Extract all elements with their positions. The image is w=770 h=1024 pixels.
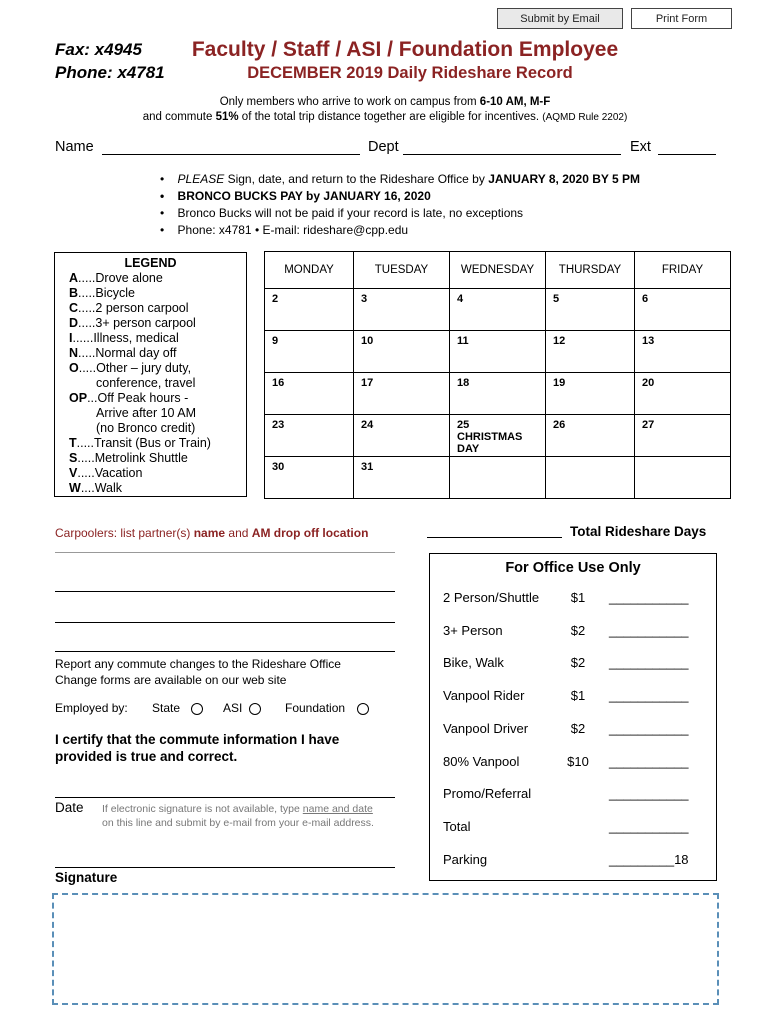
day-header: MONDAY [265, 252, 354, 289]
form-title: Faculty / Staff / ASI / Foundation Employee [191, 38, 619, 61]
calendar-day-cell[interactable]: 4 [450, 289, 546, 331]
name-label: Name [55, 139, 94, 155]
state-radio[interactable] [191, 700, 203, 718]
legend-item: I......Illness, medical [69, 331, 179, 345]
calendar-day-cell[interactable]: 12 [546, 331, 635, 373]
instructions-list [160, 171, 640, 239]
date-label: Date [55, 800, 84, 815]
legend-item: OP...Off Peak hours - [69, 391, 189, 405]
asi-radio[interactable] [249, 700, 261, 718]
certify-statement: I certify that the commute information I have provided is true and correct. [55, 732, 340, 764]
calendar-day-cell[interactable]: 25 CHRISTMAS DAY [450, 415, 546, 457]
calendar-day-cell[interactable]: 19 [546, 373, 635, 415]
calendar-day-cell[interactable]: 30 [265, 457, 354, 499]
day-header: THURSDAY [546, 252, 635, 289]
day-header: WEDNESDAY [450, 252, 546, 289]
calendar-day-cell[interactable]: 2 [265, 289, 354, 331]
submit-by-email-button[interactable]: Submit by Email [497, 8, 623, 29]
carpool-line[interactable] [55, 591, 395, 592]
calendar-day-cell[interactable]: 24 [354, 415, 450, 457]
legend-item: C.....2 person carpool [69, 301, 189, 315]
legend-item: N.....Normal day off [69, 346, 177, 360]
calendar-day-cell[interactable] [450, 457, 546, 499]
signature-label: Signature [55, 870, 118, 885]
fax-number: Fax: x4945 [55, 40, 142, 59]
legend-item: A.....Drove alone [69, 271, 163, 285]
calendar-day-cell[interactable]: 3 [354, 289, 450, 331]
calendar-day-cell[interactable]: 13 [635, 331, 731, 373]
legend-item: conference, travel [96, 376, 196, 390]
legend-item: V.....Vacation [69, 466, 143, 480]
dept-label: Dept [368, 139, 399, 155]
calendar-day-cell[interactable]: 31 [354, 457, 450, 499]
legend-item: Arrive after 10 AM [96, 406, 197, 420]
calendar-day-cell[interactable]: 6 [635, 289, 731, 331]
legend-item: D.....3+ person carpool [69, 316, 196, 330]
calendar-day-cell[interactable] [546, 457, 635, 499]
carpool-line[interactable] [55, 622, 395, 623]
signature-line[interactable] [55, 867, 395, 868]
ext-label: Ext [630, 139, 651, 155]
legend-box [54, 252, 247, 497]
report-changes-text: Report any commute changes to the Rideshare Office Change forms are available on our web site [55, 657, 341, 687]
total-days-field[interactable] [427, 523, 562, 538]
calendar-day-cell[interactable] [635, 457, 731, 499]
total-days-label: Total Rideshare Days [570, 524, 707, 539]
legend-item: (no Bronco credit) [96, 421, 196, 435]
calendar-day-cell[interactable]: 26 [546, 415, 635, 457]
eligibility-line-2: and commute 51% of the total trip distance together are eligible for incentives. (AQMD Rule 2202) [142, 111, 628, 123]
calendar-day-cell[interactable]: 20 [635, 373, 731, 415]
print-form-button[interactable]: Print Form [631, 8, 732, 29]
carpool-line[interactable] [55, 552, 395, 553]
calendar-day-cell[interactable]: 17 [354, 373, 450, 415]
eligibility-line-1: Only members who arrive to work on campus from 6-10 AM, M-F [219, 96, 551, 108]
foundation-radio[interactable] [357, 700, 369, 718]
calendar-day-cell[interactable]: 27 [635, 415, 731, 457]
dept-field[interactable] [403, 140, 621, 155]
office-use-title: For Office Use Only [505, 560, 641, 576]
calendar-day-cell[interactable]: 18 [450, 373, 546, 415]
carpoolers-label: Carpoolers: list partner(s) name and AM drop off location [55, 526, 369, 540]
asi-label: ASI [223, 701, 243, 715]
holiday-label: CHRISTMAS [457, 431, 523, 443]
instruction-item: • PLEASE Sign, date, and return to the Rideshare Office by JANUARY 8, 2020 BY 5 PM [160, 172, 641, 186]
legend-item: W....Walk [69, 481, 123, 495]
legend-item: O.....Other – jury duty, [69, 361, 192, 375]
legend-item: B.....Bicycle [69, 286, 135, 300]
legend-item: S.....Metrolink Shuttle [69, 451, 188, 465]
signature-box[interactable] [52, 893, 719, 1005]
instruction-item: • Bronco Bucks will not be paid if your record is late, no exceptions [160, 206, 524, 220]
state-label: State [152, 701, 181, 715]
date-line[interactable] [55, 797, 395, 798]
legend-title: LEGEND [124, 256, 177, 270]
calendar-day-cell[interactable]: 23 [265, 415, 354, 457]
day-header: FRIDAY [635, 252, 731, 289]
esignature-note: If electronic signature is not available, type name and date on this line and submit by e-mail from your e-mail address. [102, 803, 374, 829]
calendar-day-cell[interactable]: 11 [450, 331, 546, 373]
day-header: TUESDAY [354, 252, 450, 289]
legend-item: T.....Transit (Bus or Train) [69, 436, 211, 450]
instruction-item: • BRONCO BUCKS PAY by JANUARY 16, 2020 [160, 189, 431, 203]
calendar-day-cell[interactable]: 16 [265, 373, 354, 415]
office-use-box: For Office Use Only 2 Person/Shuttle $1 ___________ 3+ Person $2 ___________ Bike, Walk $2 ___________ Vanpool Rider $1 ___________ Vanpool Driver $2 ___________ 80% Vanpool $10 ___________ Promo/Referral ___________ Total ___________ Parking _________18 [429, 553, 717, 881]
employed-by-label: Employed by: [55, 701, 128, 715]
ext-field[interactable] [658, 140, 716, 155]
form-subtitle: DECEMBER 2019 Daily Rideshare Record [247, 64, 573, 82]
calendar-day-cell[interactable]: 10 [354, 331, 450, 373]
carpool-line[interactable] [55, 651, 395, 652]
foundation-label: Foundation [285, 701, 346, 715]
calendar-day-cell[interactable]: 9 [265, 331, 354, 373]
phone-number: Phone: x4781 [55, 63, 165, 82]
instruction-item: • Phone: x4781 • E-mail: rideshare@cpp.edu [160, 223, 409, 237]
calendar-table [264, 251, 731, 499]
calendar-day-cell[interactable]: 5 [546, 289, 635, 331]
name-field[interactable] [102, 140, 360, 155]
